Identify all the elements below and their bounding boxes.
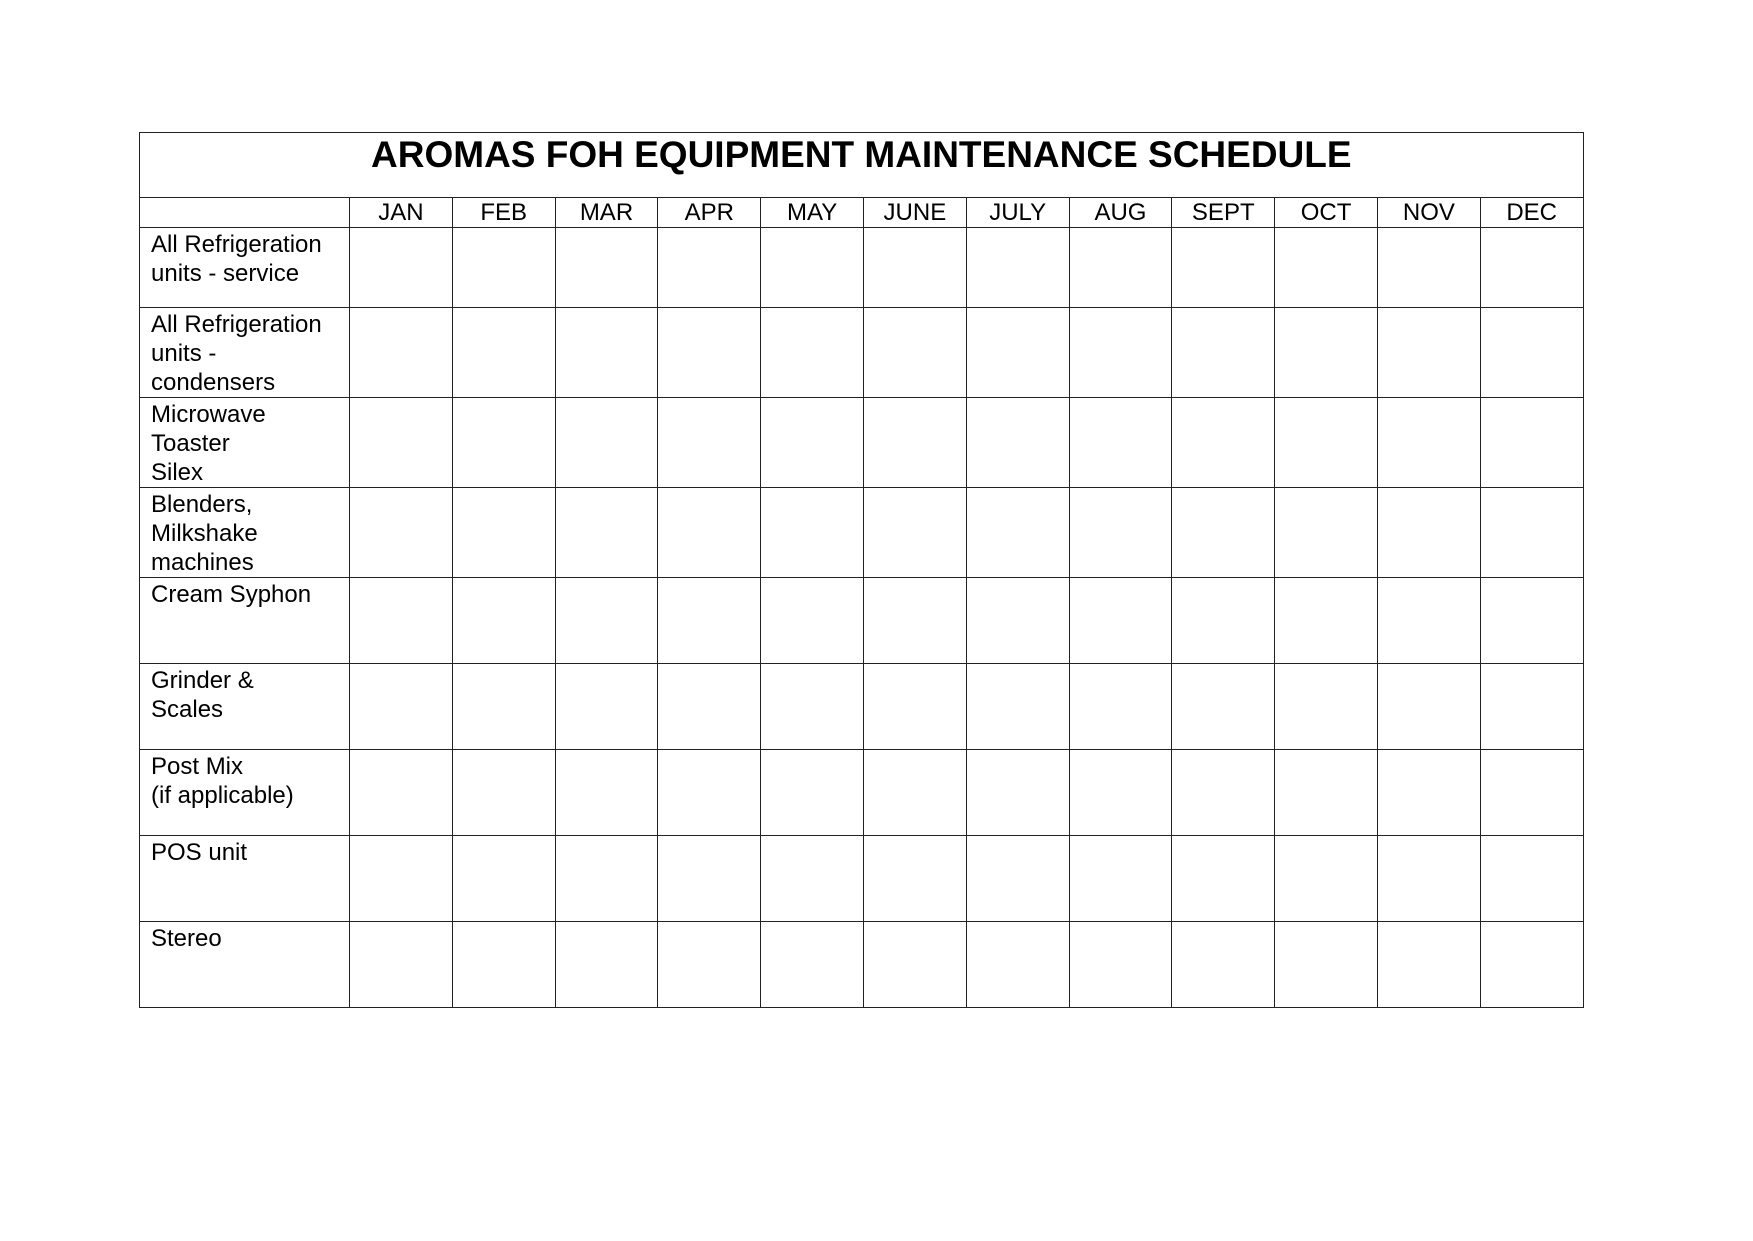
task-row (140, 578, 1584, 664)
month-header-row (140, 198, 1584, 228)
month-header-nov: NOV (1377, 198, 1480, 228)
task-row (140, 228, 1584, 308)
schedule-cell-nov[interactable] (1377, 308, 1480, 398)
schedule-cell-dec[interactable] (1480, 836, 1583, 922)
schedule-cell-july[interactable] (966, 398, 1069, 488)
schedule-cell-june[interactable] (863, 750, 966, 836)
schedule-cell-jan[interactable] (350, 664, 453, 750)
schedule-cell-aug[interactable] (1069, 578, 1172, 664)
month-header-may: MAY (761, 198, 864, 228)
schedule-cell-oct[interactable] (1275, 228, 1378, 308)
schedule-cell-jan[interactable] (350, 836, 453, 922)
schedule-cell-mar[interactable] (555, 488, 658, 578)
schedule-cell-sept[interactable] (1172, 578, 1275, 664)
schedule-cell-dec[interactable] (1480, 578, 1583, 664)
month-header-apr: APR (658, 198, 761, 228)
schedule-cell-july[interactable] (966, 664, 1069, 750)
schedule-cell-apr[interactable] (658, 750, 761, 836)
schedule-cell-may[interactable] (761, 228, 864, 308)
schedule-cell-may[interactable] (761, 922, 864, 1008)
month-header-feb: FEB (452, 198, 555, 228)
task-label: Cream Syphon (140, 578, 350, 664)
schedule-cell-sept[interactable] (1172, 750, 1275, 836)
title-row (140, 133, 1584, 198)
schedule-cell-aug[interactable] (1069, 664, 1172, 750)
schedule-cell-feb[interactable] (452, 228, 555, 308)
schedule-cell-aug[interactable] (1069, 750, 1172, 836)
schedule-cell-june[interactable] (863, 398, 966, 488)
task-label: Stereo (140, 922, 350, 1008)
task-label: Microwave Toaster Silex (140, 398, 350, 488)
schedule-cell-feb[interactable] (452, 664, 555, 750)
month-header-june: JUNE (863, 198, 966, 228)
maintenance-schedule-table (139, 132, 1584, 1008)
schedule-cell-oct[interactable] (1275, 922, 1378, 1008)
task-label: All Refrigeration units - service (140, 228, 350, 308)
schedule-cell-nov[interactable] (1377, 398, 1480, 488)
schedule-cell-mar[interactable] (555, 578, 658, 664)
schedule-cell-feb[interactable] (452, 398, 555, 488)
schedule-cell-apr[interactable] (658, 398, 761, 488)
schedule-cell-apr[interactable] (658, 578, 761, 664)
schedule-cell-aug[interactable] (1069, 836, 1172, 922)
schedule-cell-sept[interactable] (1172, 308, 1275, 398)
schedule-cell-nov[interactable] (1377, 488, 1480, 578)
month-header-jan: JAN (350, 198, 453, 228)
schedule-cell-june[interactable] (863, 664, 966, 750)
schedule-cell-may[interactable] (761, 836, 864, 922)
schedule-cell-feb[interactable] (452, 750, 555, 836)
schedule-cell-oct[interactable] (1275, 488, 1378, 578)
schedule-cell-aug[interactable] (1069, 308, 1172, 398)
schedule-cell-apr[interactable] (658, 488, 761, 578)
schedule-cell-may[interactable] (761, 308, 864, 398)
schedule-cell-jan[interactable] (350, 750, 453, 836)
schedule-cell-may[interactable] (761, 488, 864, 578)
task-label: All Refrigeration units - condensers (140, 308, 350, 398)
task-row (140, 664, 1584, 750)
header-corner-cell (140, 198, 350, 228)
month-header-dec: DEC (1480, 198, 1583, 228)
task-row (140, 836, 1584, 922)
schedule-cell-dec[interactable] (1480, 922, 1583, 1008)
schedule-cell-sept[interactable] (1172, 836, 1275, 922)
schedule-cell-jan[interactable] (350, 308, 453, 398)
schedule-cell-feb[interactable] (452, 836, 555, 922)
schedule-cell-apr[interactable] (658, 836, 761, 922)
task-row (140, 922, 1584, 1008)
schedule-cell-mar[interactable] (555, 308, 658, 398)
schedule-cell-nov[interactable] (1377, 922, 1480, 1008)
schedule-cell-nov[interactable] (1377, 664, 1480, 750)
schedule-cell-nov[interactable] (1377, 750, 1480, 836)
schedule-cell-jan[interactable] (350, 578, 453, 664)
schedule-cell-dec[interactable] (1480, 664, 1583, 750)
schedule-cell-jan[interactable] (350, 398, 453, 488)
schedule-cell-may[interactable] (761, 578, 864, 664)
schedule-cell-apr[interactable] (658, 922, 761, 1008)
schedule-cell-may[interactable] (761, 750, 864, 836)
schedule-cell-nov[interactable] (1377, 836, 1480, 922)
schedule-cell-feb[interactable] (452, 308, 555, 398)
schedule-cell-aug[interactable] (1069, 398, 1172, 488)
schedule-cell-may[interactable] (761, 664, 864, 750)
schedule-cell-nov[interactable] (1377, 578, 1480, 664)
task-row (140, 750, 1584, 836)
schedule-cell-july[interactable] (966, 308, 1069, 398)
schedule-cell-may[interactable] (761, 398, 864, 488)
schedule-cell-jan[interactable] (350, 922, 453, 1008)
schedule-cell-july[interactable] (966, 228, 1069, 308)
month-header-sept: SEPT (1172, 198, 1275, 228)
schedule-cell-june[interactable] (863, 836, 966, 922)
schedule-cell-dec[interactable] (1480, 750, 1583, 836)
schedule-cell-july[interactable] (966, 488, 1069, 578)
schedule-cell-mar[interactable] (555, 664, 658, 750)
schedule-cell-apr[interactable] (658, 664, 761, 750)
schedule-cell-oct[interactable] (1275, 398, 1378, 488)
schedule-cell-july[interactable] (966, 836, 1069, 922)
schedule-cell-sept[interactable] (1172, 398, 1275, 488)
schedule-cell-oct[interactable] (1275, 664, 1378, 750)
month-header-mar: MAR (555, 198, 658, 228)
schedule-cell-mar[interactable] (555, 922, 658, 1008)
schedule-cell-july[interactable] (966, 578, 1069, 664)
task-label: Blenders, Milkshake machines (140, 488, 350, 578)
schedule-cell-sept[interactable] (1172, 922, 1275, 1008)
schedule-cell-july[interactable] (966, 922, 1069, 1008)
schedule-cell-dec[interactable] (1480, 488, 1583, 578)
schedule-cell-june[interactable] (863, 228, 966, 308)
schedule-cell-june[interactable] (863, 922, 966, 1008)
schedule-cell-oct[interactable] (1275, 836, 1378, 922)
schedule-cell-aug[interactable] (1069, 488, 1172, 578)
schedule-cell-oct[interactable] (1275, 578, 1378, 664)
schedule-cell-mar[interactable] (555, 228, 658, 308)
schedule-cell-dec[interactable] (1480, 308, 1583, 398)
schedule-cell-mar[interactable] (555, 750, 658, 836)
schedule-cell-feb[interactable] (452, 922, 555, 1008)
schedule-cell-apr[interactable] (658, 228, 761, 308)
schedule-cell-sept[interactable] (1172, 488, 1275, 578)
schedule-cell-july[interactable] (966, 750, 1069, 836)
schedule-cell-aug[interactable] (1069, 922, 1172, 1008)
task-row (140, 398, 1584, 488)
schedule-cell-june[interactable] (863, 578, 966, 664)
task-row (140, 308, 1584, 398)
schedule-cell-june[interactable] (863, 488, 966, 578)
schedule-cell-mar[interactable] (555, 836, 658, 922)
schedule-cell-dec[interactable] (1480, 398, 1583, 488)
schedule-cell-jan[interactable] (350, 228, 453, 308)
month-header-aug: AUG (1069, 198, 1172, 228)
schedule-cell-feb[interactable] (452, 488, 555, 578)
schedule-cell-jan[interactable] (350, 488, 453, 578)
schedule-cell-sept[interactable] (1172, 664, 1275, 750)
task-row (140, 488, 1584, 578)
schedule-cell-aug[interactable] (1069, 228, 1172, 308)
task-label: POS unit (140, 836, 350, 922)
schedule-cell-oct[interactable] (1275, 750, 1378, 836)
schedule-cell-nov[interactable] (1377, 228, 1480, 308)
schedule-cell-june[interactable] (863, 308, 966, 398)
month-header-july: JULY (966, 198, 1069, 228)
schedule-cell-apr[interactable] (658, 308, 761, 398)
month-header-oct: OCT (1275, 198, 1378, 228)
task-label: Grinder & Scales (140, 664, 350, 750)
schedule-cell-dec[interactable] (1480, 228, 1583, 308)
schedule-cell-feb[interactable] (452, 578, 555, 664)
schedule-cell-mar[interactable] (555, 398, 658, 488)
schedule-cell-oct[interactable] (1275, 308, 1378, 398)
schedule-cell-sept[interactable] (1172, 228, 1275, 308)
task-label: Post Mix (if applicable) (140, 750, 350, 836)
schedule-title: AROMAS FOH EQUIPMENT MAINTENANCE SCHEDULE (140, 133, 1584, 198)
